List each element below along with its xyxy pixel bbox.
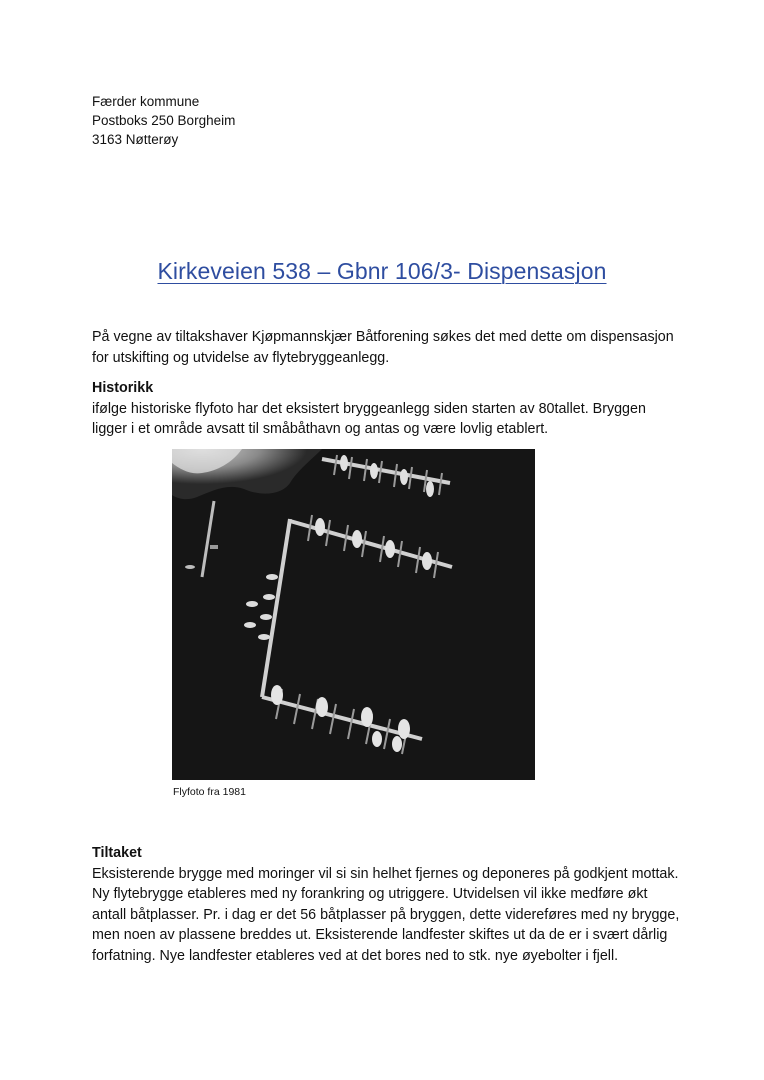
address-line-2: Postboks 250 Borgheim [92, 113, 236, 128]
tiltaket-heading: Tiltaket [92, 845, 142, 861]
address-line-3: 3163 Nøtterøy [92, 132, 179, 147]
historikk-line-2: ligger i et område avsatt til småbåthavn og antas og være lovlig etablert. [92, 421, 549, 437]
photo-caption: Flyfoto fra 1981 [173, 786, 246, 798]
tiltaket-line-3: antall båtplasser. Pr. i dag er det 56 båtplasser på bryggen, dette videreføres med ny brygge, [92, 906, 680, 923]
intro-line-2: for utskifting og utvidelse av flytebryggeanlegg. [92, 349, 390, 366]
aerial-photo [172, 449, 535, 780]
recipient-address [92, 92, 235, 149]
document-title: Kirkeveien 538 – Gbnr 106/3- Dispensasjon [157, 258, 607, 284]
intro-paragraph [92, 327, 692, 368]
tiltaket-line-2: Ny flytebrygge etableres med ny forankring og utriggere. Utvidelsen vil ikke medføre økt [92, 886, 648, 902]
address-line-1: Færder kommune [92, 94, 200, 109]
aerial-photo-image [172, 449, 535, 780]
historikk-section [92, 378, 692, 440]
historikk-line-1: ifølge historiske flyfoto har det eksistert bryggeanlegg siden starten av 80tallet. Bryggen [92, 400, 646, 417]
intro-line-1: På vegne av tiltakshaver Kjøpmannskjær Båtforening søkes det med dette om dispensasjon [92, 329, 674, 345]
tiltaket-line-5: forfatning. Nye landfester etableres ved at det bores ned to stk. nye øyebolter i fjell. [92, 947, 619, 964]
tiltaket-line-4: men noen av plassene breddes ut. Eksisterende landfester skiftes ut da de er i svært dårlig [92, 927, 668, 943]
tiltaket-section [92, 843, 692, 966]
tiltaket-line-1: Eksisterende brygge med moringer vil si sin helhet fjernes og deponeres på godkjent mottak. [92, 865, 679, 882]
historikk-heading: Historikk [92, 380, 154, 396]
